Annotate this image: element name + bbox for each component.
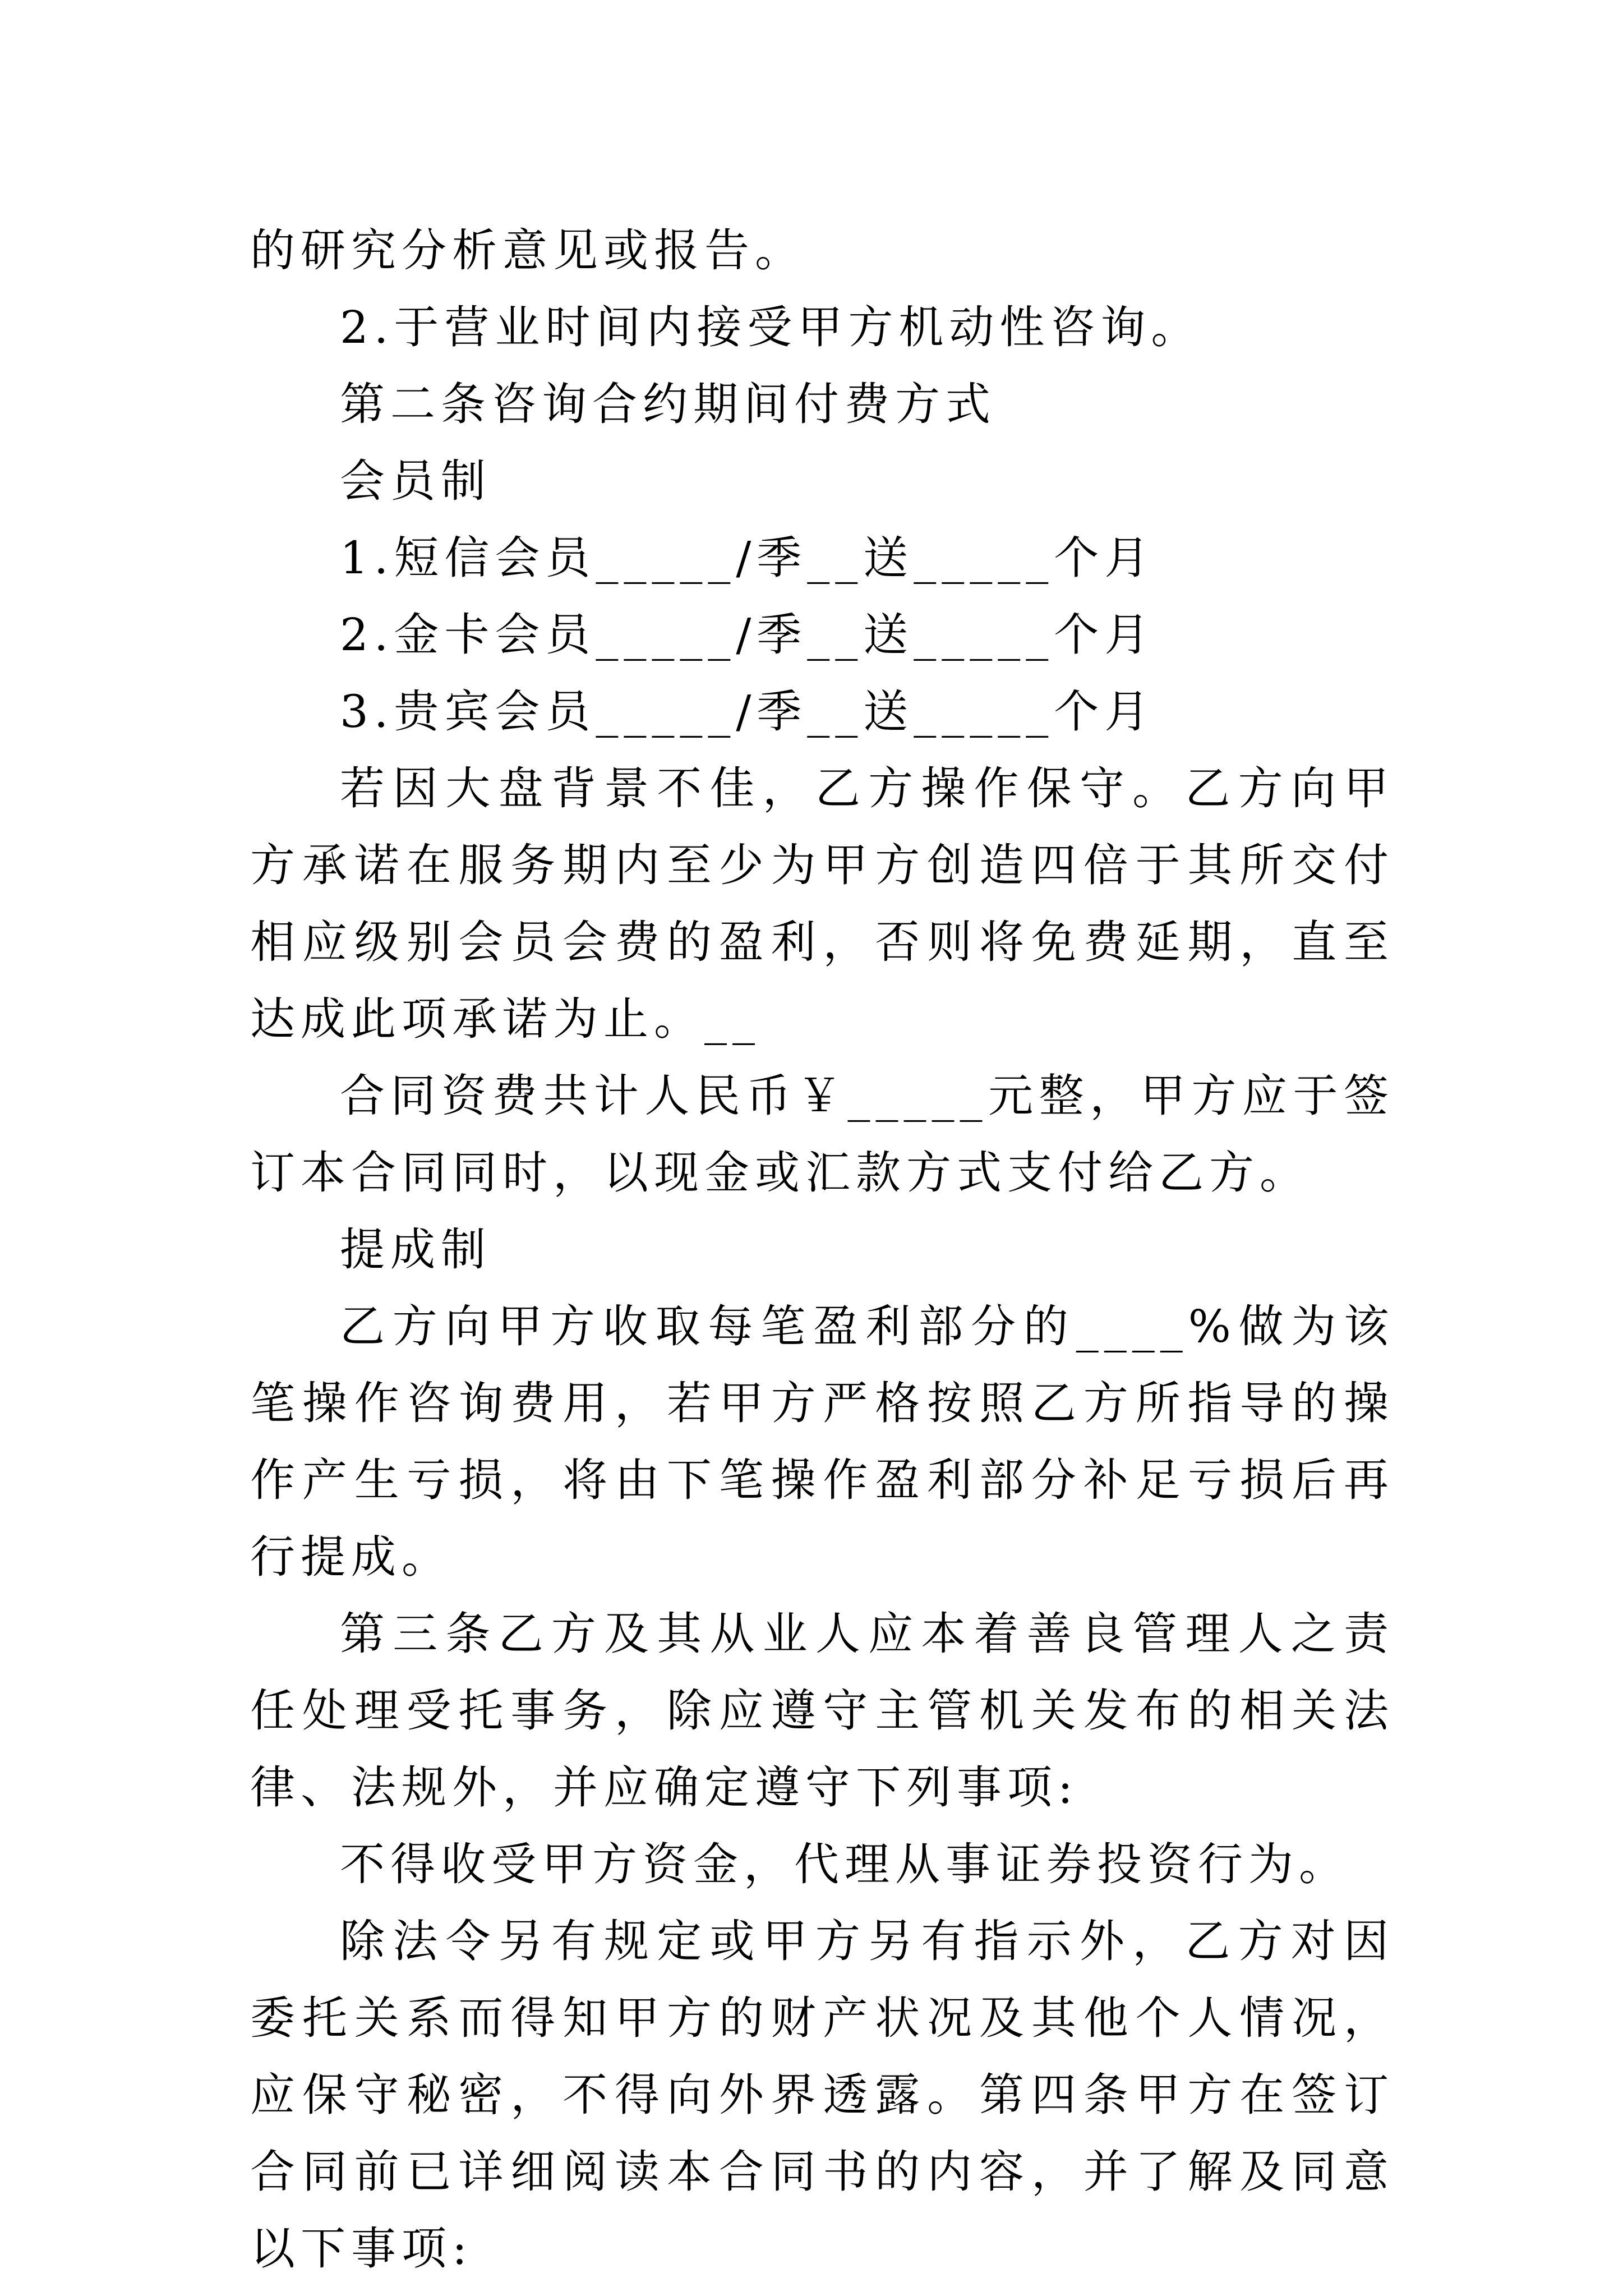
section-heading-2: 第二条咨询合约期间付费方式 (340, 378, 996, 430)
paragraph-fee: 合同资费共计人民币￥_____元整，甲方应于签订本合同同时，以现金或汇款方式支付给乙方。 (250, 1070, 1394, 1199)
subheading-membership: 会员制 (340, 455, 491, 507)
paragraph-funds: 不得收受甲方资金，代理从事证券投资行为。 (340, 1838, 1349, 1890)
subheading-commission: 提成制 (340, 1223, 491, 1276)
document-page (250, 212, 1394, 2287)
section-3: 第三条乙方及其从业人应本着善良管理人之责任处理受托事务，除应遵守主管机关发布的相关法律、法规外，并应确定遵守下列事项: (250, 1608, 1394, 1814)
membership-item-3: 3.贵宾会员_____/季__送_____个月 (340, 685, 1155, 738)
membership-item-2: 2.金卡会员_____/季__送_____个月 (340, 609, 1155, 661)
paragraph-confidentiality: 除法令另有规定或甲方另有指示外，乙方对因委托关系而得知甲方的财产状况及其他个人情况，应保守秘密，不得向外界透露。第四条甲方在签订合同前已详细阅读本合同书的内容，并了解及同意以下事项: (250, 1915, 1394, 2275)
paragraph-promise: 若因大盘背景不佳，乙方操作保守。乙方向甲方承诺在服务期内至少为甲方创造四倍于其所交付相应级别会员会费的盈利，否则将免费延期，直至达成此项承诺为止。__ (250, 762, 1394, 1045)
paragraph-commission: 乙方向甲方收取每笔盈利部分的____%做为该笔操作咨询费用，若甲方严格按照乙方所指导的操作产生亏损，将由下笔操作盈利部分补足亏损后再行提成。 (250, 1300, 1394, 1583)
membership-item-1: 1.短信会员_____/季__送_____个月 (340, 532, 1155, 584)
paragraph-2: 2.于营业时间内接受甲方机动性咨询。 (340, 301, 1202, 353)
paragraph-1: 的研究分析意见或报告。 (250, 224, 805, 277)
